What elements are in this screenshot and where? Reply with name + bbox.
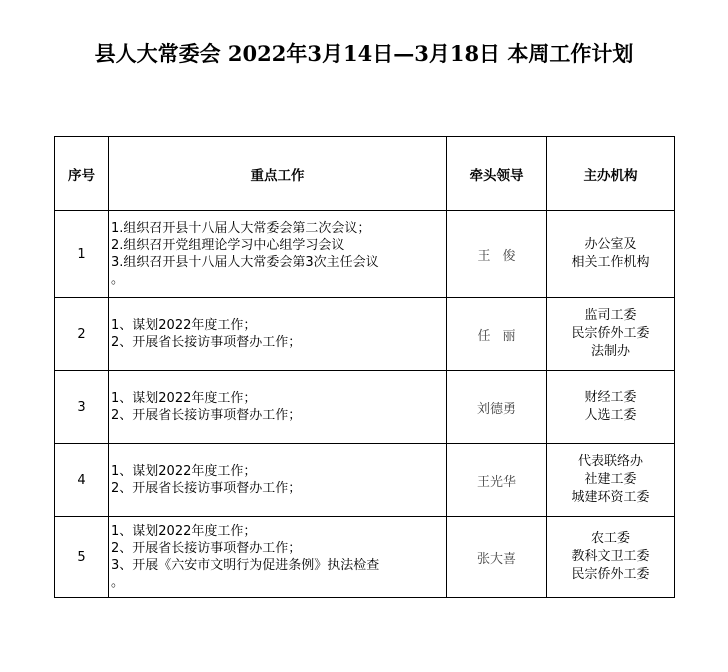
row-no: 5 (55, 517, 109, 598)
row-org (547, 211, 675, 298)
work-plan-table (54, 136, 675, 598)
table-row (55, 211, 675, 298)
work-line: 1.组织召开县十八届人大常委会第二次会议； (111, 221, 371, 236)
row-org (547, 444, 675, 517)
work-line: 。 (111, 575, 125, 590)
leader-name: 王俊 (477, 248, 528, 264)
work-line: 。 (111, 272, 125, 287)
org-line: 相关工作机构 (571, 255, 650, 270)
row-org (547, 371, 675, 444)
row-work (109, 371, 447, 444)
row-org (547, 517, 675, 598)
row-work (109, 517, 447, 598)
work-line: 2、开展省长接访事项督办工作； (111, 335, 302, 350)
header-org: 主办机构 (547, 137, 675, 211)
work-line: 1、谋划2022年度工作； (111, 524, 257, 539)
work-line: 3、开展《六安市文明行为促进条例》执法检查 (111, 558, 380, 573)
row-no: 3 (55, 371, 109, 444)
row-org (547, 298, 675, 371)
org-line: 教科文卫工委 (571, 549, 650, 564)
org-line: 人选工委 (584, 408, 637, 423)
work-line: 2、开展省长接访事项督办工作； (111, 541, 302, 556)
row-leader: 王光华 (447, 444, 547, 517)
org-line: 民宗侨外工委 (571, 326, 650, 341)
row-no: 2 (55, 298, 109, 371)
org-line: 社建工委 (584, 472, 637, 487)
row-leader: 刘德勇 (447, 371, 547, 444)
table-row (55, 298, 675, 371)
row-work (109, 444, 447, 517)
row-leader: 张大喜 (447, 517, 547, 598)
header-leader: 牵头领导 (447, 137, 547, 211)
row-work (109, 298, 447, 371)
org-line: 办公室及 (584, 237, 637, 252)
header-work: 重点工作 (109, 137, 447, 211)
work-line: 3.组织召开县十八届人大常委会第3次主任会议 (111, 255, 379, 270)
row-no: 1 (55, 211, 109, 298)
org-line: 监司工委 (584, 308, 637, 323)
row-leader (447, 298, 547, 371)
work-line: 1、谋划2022年度工作； (111, 318, 257, 333)
table-row (55, 517, 675, 598)
page-title: 县人大常委会 2022年3月14日—3月18日 本周工作计划 (94, 41, 634, 66)
org-line: 代表联络办 (577, 454, 643, 469)
table-header-row (55, 137, 675, 211)
work-line: 1、谋划2022年度工作； (111, 464, 257, 479)
work-line: 2.组织召开党组理论学习中心组学习会议 (111, 238, 345, 253)
work-line: 2、开展省长接访事项督办工作； (111, 408, 302, 423)
org-line: 城建环资工委 (571, 490, 650, 505)
row-leader (447, 211, 547, 298)
org-line: 财经工委 (584, 390, 637, 405)
org-line: 农工委 (590, 531, 630, 546)
leader-name: 任丽 (477, 328, 528, 344)
header-no: 序号 (55, 137, 109, 211)
row-no: 4 (55, 444, 109, 517)
work-line: 2、开展省长接访事项督办工作； (111, 481, 302, 496)
table-row (55, 371, 675, 444)
row-work (109, 211, 447, 298)
org-line: 法制办 (590, 344, 630, 359)
table-row (55, 444, 675, 517)
org-line: 民宗侨外工委 (571, 567, 650, 582)
work-line: 1、谋划2022年度工作； (111, 391, 257, 406)
